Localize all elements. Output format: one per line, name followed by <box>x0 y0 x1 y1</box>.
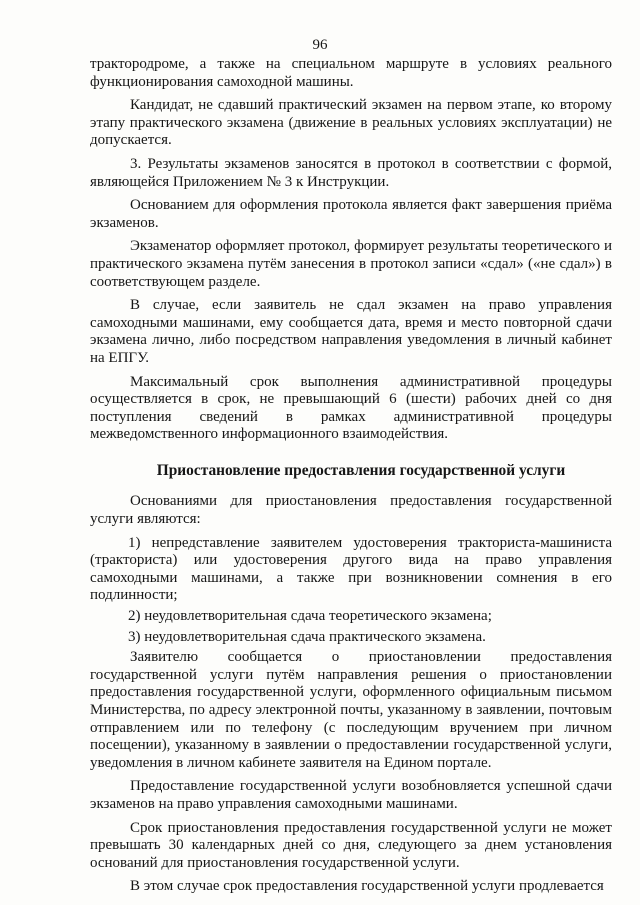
paragraph: В случае, если заявитель не сдал экзамен на право управления самоходными машинами, ему сообщается дата, время и место повторной сдачи экзамена лично, либо посредством направления уведомления в личный кабинет на ЕПГУ. <box>90 297 612 366</box>
paragraph: Экзаменатор оформляет протокол, формирует результаты теоретического и практического экзамена путём занесения в протокол записи «сдал» («не сдал») в соответствующем разделе. <box>90 238 612 290</box>
paragraph: В этом случае срок предоставления государственной услуги продлевается <box>130 878 604 895</box>
paragraph: Основанием для оформления протокола является факт завершения приёма экзаменов. <box>90 197 612 231</box>
page-number: 96 <box>312 37 328 53</box>
page-body <box>90 56 612 902</box>
section-heading: Приостановление предоставления государственной услуги <box>156 461 566 479</box>
paragraph: трактородроме, а также на специальном маршруте в условиях реального функционирования самоходной машины. <box>90 56 612 90</box>
list-item: 2) неудовлетворительная сдача теоретического экзамена; <box>128 608 492 625</box>
list-item: 3) неудовлетворительная сдача практического экзамена. <box>128 628 486 645</box>
paragraph: Кандидат, не сдавший практический экзамен на первом этапе, ко второму этапу практического экзамена (движение в реальных условиях эксплуатации) не допускается. <box>90 97 612 149</box>
paragraph: Срок приостановления предоставления государственной услуги не может превышать 30 календарных дней со дня, следующего за днем установления оснований для приостановления государственной услуги. <box>90 819 612 871</box>
list-item: 1) непредставление заявителем удостоверения тракториста-машиниста (тракториста) или удостоверения другого вида на право управления самоходными машинами, а также при возникновении сомнения в его подлинности; <box>90 534 612 604</box>
paragraph: Заявителю сообщается о приостановлении предоставления государственной услуги путём направления решения о приостановлении предоставления государственной услуги, оформленного официальным письмом Министерства, по адресу электронной почты, указанному в заявлении, почтовым отправлением или по телефону (с последующим вручением при личном посещении), указанному в заявлении о предоставлении государственной услуги, уведомления в личном кабинете заявителя на Едином портале. <box>90 649 612 771</box>
paragraph: Предоставление государственной услуги возобновляется успешной сдачи экзаменов на право управления самоходными машинами. <box>90 778 612 812</box>
grounds-intro: Основаниями для приостановления предоставления государственной услуги являются: <box>90 493 612 528</box>
paragraph: 3. Результаты экзаменов заносятся в протокол в соответствии с формой, являющейся Приложением № 3 к Инструкции. <box>90 155 612 190</box>
paragraph: Максимальный срок выполнения административной процедуры осуществляется в срок, не превышающий 6 (шести) рабочих дней со дня поступления сведений в рамках административной процедуры межведомственного информационного взаимодействия. <box>90 373 612 443</box>
